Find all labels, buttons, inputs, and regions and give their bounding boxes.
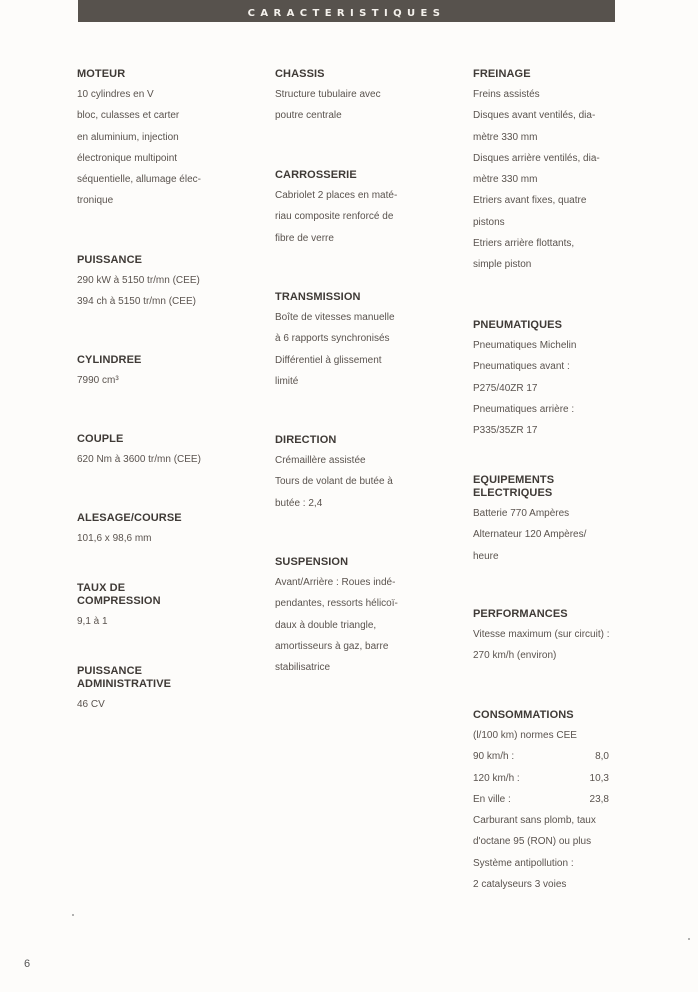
spec-line: d'octane 95 (RON) ou plus — [473, 836, 592, 848]
spec-title: CARROSSERIE — [275, 169, 357, 181]
conso-row: En ville : 23,8 — [473, 793, 609, 805]
spec-line: Disques avant ventilés, dia- — [473, 110, 596, 122]
spec-chassis — [275, 68, 440, 127]
spec-freinage — [473, 68, 638, 276]
spec-title: PUISSANCE — [77, 254, 143, 266]
spec-line: 7990 cm³ — [77, 375, 119, 386]
spec-title: CYLINDREE — [77, 354, 142, 366]
spec-line: heure — [473, 550, 499, 562]
spec-line: à 6 rapports synchronisés — [275, 333, 390, 345]
spec-line: Cabriolet 2 places en maté- — [275, 190, 398, 201]
spec-line: mètre 330 mm — [473, 131, 538, 143]
spec-line: en aluminium, injection — [77, 131, 179, 143]
spec-line: simple piston — [473, 259, 532, 271]
spec-performances — [473, 608, 638, 667]
spec-line: 394 ch à 5150 tr/mn (CEE) — [77, 296, 196, 308]
spec-title: PERFORMANCES — [473, 608, 568, 620]
spec-line: 46 CV — [77, 699, 105, 710]
spec-alesage — [77, 512, 242, 549]
page-number: 6 — [24, 958, 31, 970]
spec-line: 270 km/h (environ) — [473, 650, 557, 662]
spec-cylindree — [77, 354, 242, 391]
spec-title: SUSPENSION — [275, 556, 349, 568]
speck — [72, 914, 74, 916]
spec-line: séquentielle, allumage élec- — [77, 174, 201, 186]
spec-line: butée : 2,4 — [275, 497, 323, 509]
spec-taux — [77, 582, 242, 632]
conso-row: 120 km/h : 10,3 — [473, 772, 609, 784]
spec-line: Pneumatiques Michelin — [473, 340, 577, 351]
spec-title: FREINAGE — [473, 68, 531, 80]
spec-moteur — [77, 68, 242, 212]
spec-line: pistons — [473, 216, 505, 228]
spec-title: PUISSANCE ADMINISTRATIVE — [77, 665, 172, 690]
spec-title: CONSOMMATIONS — [473, 709, 574, 721]
spec-title: CHASSIS — [275, 68, 325, 80]
spec-line: Etriers avant fixes, quatre — [473, 195, 587, 207]
spec-line: P275/40ZR 17 — [473, 382, 538, 394]
spec-line: Boîte de vitesses manuelle — [275, 312, 395, 323]
spec-line: Différentiel à glissement — [275, 354, 382, 366]
spec-line: Carburant sans plomb, taux — [473, 815, 596, 827]
spec-puissance — [77, 254, 242, 313]
spec-pneumatiques — [473, 319, 638, 441]
spec-suspension — [275, 556, 440, 678]
spec-line: bloc, culasses et carter — [77, 110, 180, 122]
spec-couple — [77, 433, 242, 470]
spec-line: 9,1 à 1 — [77, 616, 108, 627]
spec-title: MOTEUR — [77, 68, 126, 80]
spec-line: 10 cylindres en V — [77, 89, 154, 100]
spec-title: TRANSMISSION — [275, 291, 361, 303]
spec-line: mètre 330 mm — [473, 174, 538, 186]
spec-title: TAUX DE COMPRESSION — [77, 582, 161, 607]
spec-line: Crémaillère assistée — [275, 455, 366, 466]
spec-line: Structure tubulaire avec — [275, 89, 381, 100]
spec-line: Vitesse maximum (sur circuit) : — [473, 629, 610, 640]
spec-title: COUPLE — [77, 433, 124, 445]
section-banner: CARACTERISTIQUES — [78, 0, 615, 22]
speck — [688, 938, 690, 940]
spec-line: pendantes, ressorts hélicoï- — [275, 598, 398, 610]
spec-line: Batterie 770 Ampères — [473, 508, 570, 519]
spec-line: amortisseurs à gaz, barre — [275, 640, 389, 652]
spec-title: ALESAGE/COURSE — [77, 512, 182, 524]
spec-line: 620 Nm à 3600 tr/mn (CEE) — [77, 454, 201, 465]
spec-carrosserie — [275, 169, 440, 249]
spec-line: électronique multipoint — [77, 152, 178, 164]
spec-line: daux à double triangle, — [275, 619, 377, 631]
spec-line: Disques arrière ventilés, dia- — [473, 152, 600, 164]
spec-line: (l/100 km) normes CEE — [473, 730, 577, 741]
spec-line: P335/35ZR 17 — [473, 425, 538, 437]
spec-direction — [275, 434, 440, 514]
spec-title: EQUIPEMENTS ELECTRIQUES — [473, 474, 555, 499]
spec-line: Pneumatiques arrière : — [473, 403, 575, 415]
spec-line: Système antipollution : — [473, 857, 574, 869]
spec-transmission — [275, 291, 440, 392]
spec-consommations — [473, 709, 638, 895]
spec-line: 101,6 x 98,6 mm — [77, 533, 152, 544]
spec-line: fibre de verre — [275, 232, 334, 244]
spec-line: Etriers arrière flottants, — [473, 238, 575, 250]
spec-title: PNEUMATIQUES — [473, 319, 563, 331]
spec-line: 2 catalyseurs 3 voies — [473, 879, 567, 891]
spec-line: poutre centrale — [275, 110, 342, 122]
spec-equipements — [473, 474, 638, 567]
spec-line: Pneumatiques avant : — [473, 361, 570, 373]
spec-line: Avant/Arrière : Roues indé- — [275, 577, 396, 588]
spec-line: Freins assistés — [473, 89, 540, 100]
spec-line: Alternateur 120 Ampères/ — [473, 529, 587, 541]
spec-title: DIRECTION — [275, 434, 337, 446]
conso-row: 90 km/h : 8,0 — [473, 751, 609, 763]
spec-admin — [77, 665, 242, 715]
spec-line: 290 kW à 5150 tr/mn (CEE) — [77, 275, 200, 286]
spec-line: riau composite renforcé de — [275, 211, 394, 223]
spec-line: tronique — [77, 195, 114, 207]
spec-line: limité — [275, 375, 299, 387]
spec-line: Tours de volant de butée à — [275, 476, 393, 488]
spec-line: stabilisatrice — [275, 662, 331, 674]
